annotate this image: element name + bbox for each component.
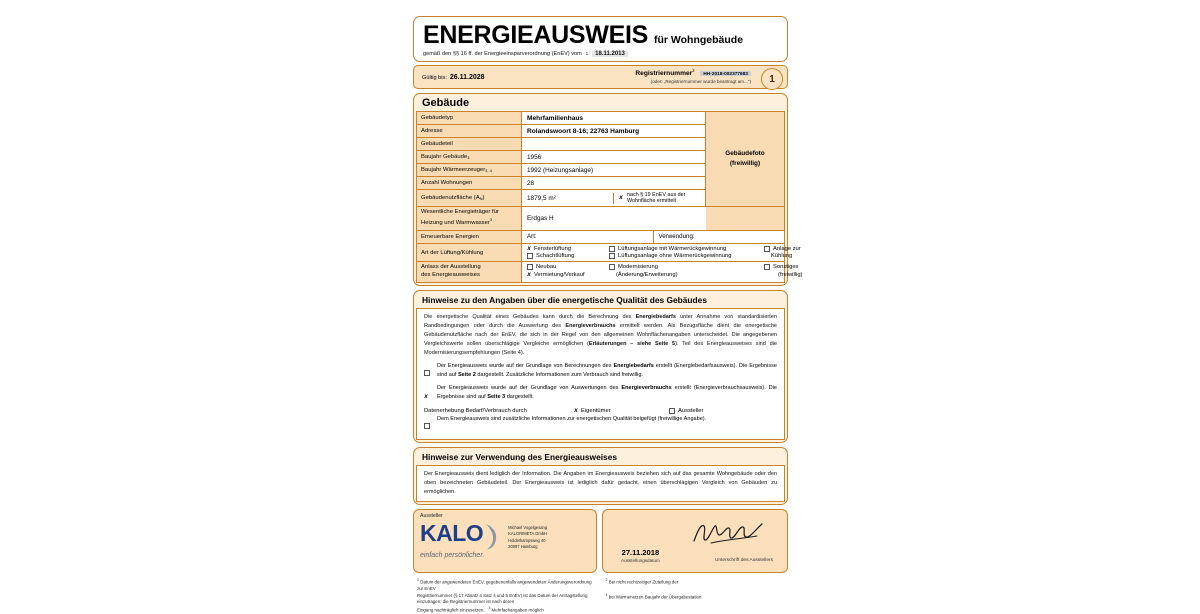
- checkbox-eigentuemer[interactable]: [574, 408, 669, 414]
- issuer-label: Aussteller: [420, 513, 443, 520]
- checkbox-schachtlueftung[interactable]: [527, 253, 609, 259]
- row-value: [522, 138, 705, 150]
- photo-label-line1: Gebäudefoto: [725, 149, 765, 157]
- checkbox-label: Eigentümer: [581, 408, 611, 415]
- issue-date-block: [621, 548, 660, 563]
- renewable-usage-field: Verwendung:: [653, 231, 785, 243]
- table-row-renewables: [417, 231, 784, 244]
- row-value: Rolandswoort 8-16; 22763 Hamburg: [522, 125, 705, 137]
- checkbox-vermietung-verkauf[interactable]: [527, 272, 609, 278]
- page-subtitle: für Wohngebäude: [654, 34, 744, 46]
- legal-footnote-marker: 1: [585, 51, 589, 56]
- issuer-address-line: 20097 Hamburg: [508, 543, 538, 549]
- issuer-address-line: Michael Vogelgesang: [508, 525, 548, 531]
- issue-date-value: 27.11.2018: [621, 548, 660, 558]
- checkbox-lueftung-ohne-wrg[interactable]: [609, 253, 764, 259]
- checkbox-label: Neubau: [536, 264, 557, 271]
- reason-line-2: [527, 272, 802, 278]
- checkbox-lueftung-mit-wrg[interactable]: [609, 246, 764, 252]
- checkbox-box: [527, 253, 533, 259]
- usage-notes-text: Der Energieausweis dient lediglich der Information. Die Angaben im Energieausweis beziehen sich auf das gesamte Wohngebäude oder den oben bezeichneten Gebäudeteil. Der Energieausweis ist lediglich dafür gedacht, einen überschlägigen Vergleich von Gebäuden zu ermöglichen.: [424, 471, 777, 496]
- issuer-address-line: Holderkampsweg 40: [508, 537, 546, 543]
- registration-alt-text: (oder: „Registriernummer wurde beantragt am..."): [650, 79, 751, 85]
- modernisierung-subtext: (Änderung/Erweiterung): [616, 271, 678, 278]
- checkbox-energieverbrauch[interactable]: x: [424, 394, 428, 401]
- checkbox-aussteller[interactable]: [669, 408, 703, 414]
- row-label: Art der Lüftung/Kühlung: [417, 244, 522, 262]
- footnote-item: $^4$ bei Wärmenetzen Baujahr der Übergabestation: [605, 592, 702, 600]
- checkbox-kuehlung[interactable]: [764, 246, 801, 252]
- quality-notes-heading: Hinweise zu den Angaben über die energetische Qualität des Gebäudes: [422, 295, 707, 306]
- reason-line-1: [527, 264, 802, 270]
- option-energiebedarf-text: Der Energieausweis wurde auf der Grundlage von Berechnungen des Energiebedarfs erstellt (Energiebedarfsausweis). Die Ergebnisse sind auf Seite 2 dargestellt. Zusätzliche Informationen zum Verbrauch sind freiwillig.: [437, 363, 777, 379]
- registration-label: Registriernummer: [635, 70, 693, 78]
- checkbox-label: Vermietung/Verkauf: [534, 271, 585, 278]
- signature-icon: [691, 520, 765, 546]
- checkbox-label: Lüftungsanlage mit Wärmerückgewinnung: [618, 245, 727, 252]
- checkbox-label: Schachtlüftung: [536, 253, 575, 260]
- kalo-wordmark: KALO: [420, 520, 484, 547]
- floor-area-note: [614, 190, 705, 206]
- title-line: [423, 23, 778, 48]
- table-row: [417, 138, 705, 151]
- row-label: Wesentliche Energieträger für Heizung und Warmwasser$^3$: [417, 207, 522, 230]
- registration-number-value: HH-2018-002377683: [700, 71, 751, 76]
- ventilation-line-1: [527, 246, 801, 252]
- checkbox-checked[interactable]: x: [619, 195, 623, 201]
- checkbox-kuehlung-line2: Kühlung: [771, 253, 793, 260]
- building-table: [416, 111, 803, 283]
- checkbox-fensterlueftung[interactable]: [527, 246, 609, 252]
- footnote-item: [606, 586, 785, 593]
- extra-info-row[interactable]: [417, 415, 784, 439]
- validity-label: Gültig bis:: [422, 74, 447, 81]
- checkbox-box: [764, 264, 770, 270]
- table-row-energy-carrier: [417, 206, 784, 231]
- floor-area-value: 1879,5 m²: [522, 193, 614, 204]
- registration-block: [635, 68, 751, 84]
- checkbox-modernisierung[interactable]: [609, 264, 764, 270]
- checkbox-box: [609, 246, 615, 252]
- building-section-heading: Gebäude: [422, 97, 470, 109]
- reason-options: [522, 262, 807, 282]
- enev-date-value: 18.11.2013: [592, 51, 628, 57]
- extra-info-text: Dem Energieausweis sind zusätzliche Informationen zur energetischen Qualität beigefügt (freiwillige Angabe).: [437, 416, 707, 423]
- row-label: Adresse: [417, 125, 522, 137]
- registration-label-row: [635, 68, 751, 77]
- checkbox-label: Sonstiges: [773, 264, 799, 271]
- row-label: Baujahr Wärmeerzeuger 3, 4: [417, 164, 522, 176]
- building-photo-placeholder: [705, 112, 784, 206]
- checkbox-box: [609, 253, 615, 259]
- checkbox-mark: x: [527, 271, 531, 278]
- signature-area: [603, 510, 787, 572]
- table-row: [417, 177, 705, 190]
- row-value: Erdgas H: [522, 207, 706, 230]
- row-value: [522, 190, 705, 206]
- row-value: 1992 (Heizungsanlage): [522, 164, 705, 176]
- renewable-type-field: Art:: [527, 233, 537, 241]
- checkbox-box: [669, 408, 675, 414]
- checkbox-neubau[interactable]: [527, 264, 609, 270]
- row-label: Anlass der Ausstellung des Energieausweises: [417, 262, 522, 282]
- table-row: [417, 125, 705, 138]
- footnote-item: Eingang nachträglich einzusetzen. $^3$ Mehrfachangaben möglich: [417, 606, 544, 613]
- building-rows-column: [417, 112, 705, 206]
- checkbox-mark: x: [574, 408, 578, 415]
- row-label: Baujahr Gebäude 3: [417, 151, 522, 163]
- registration-footnote-marker: 2: [692, 68, 695, 73]
- kalo-logo: [420, 522, 590, 550]
- checkbox-label: Fensterlüftung: [534, 245, 572, 252]
- row-value: 28: [522, 177, 705, 189]
- sonstiges-subtext: (freiwillig): [778, 271, 803, 278]
- checkbox-box: [527, 264, 533, 270]
- footnotes: [413, 576, 788, 614]
- checkbox-label: Anlage zur: [773, 245, 801, 252]
- option-energiebedarf[interactable]: [417, 362, 784, 384]
- energy-certificate-page: [413, 16, 803, 613]
- registration-strip: [413, 65, 788, 89]
- data-collection-label: Datenerhebung Bedarf/Verbrauch durch: [424, 408, 527, 415]
- row-label: Gebäudetyp: [417, 112, 522, 124]
- quality-notes-body: [416, 308, 785, 440]
- checkbox-label: Lüftungsanlage ohne Wärmerückgewinnung: [618, 253, 732, 260]
- validity-value: 26.11.2028: [449, 73, 485, 81]
- checkbox-sonstiges[interactable]: [764, 264, 802, 270]
- row-label: Erneuerbare Energien: [417, 231, 522, 243]
- checkbox-box: [609, 264, 615, 270]
- table-row: [417, 164, 705, 177]
- table-row-floor-area: [417, 190, 705, 206]
- table-row: [417, 151, 705, 164]
- row-label: Gebäudeteil: [417, 138, 522, 150]
- option-energieverbrauch-text: Der Energieausweis wurde auf der Grundlage von Auswertungen des Energieverbrauchs erstellt (Energieverbrauchsausweis). Die Ergebnisse sind auf Seite 3 dargestellt.: [437, 385, 778, 401]
- footnote-item: $^2$ Bei nicht rechtzeitiger Zuteilung der: [605, 578, 679, 585]
- footnote-item: $^1$ Datum der angewendeten EnEV, gegebenenfalls angewendeten Änderungsverordnung zur EnEV: [417, 578, 592, 592]
- checkbox-mark: x: [527, 245, 531, 252]
- row-label: Gebäudenutzfläche (A N ): [417, 190, 522, 206]
- row-label: Anzahl Wohnungen: [417, 177, 522, 189]
- issuer-address: [508, 525, 547, 550]
- legal-basis-line: [423, 51, 778, 57]
- option-energieverbrauch[interactable]: [417, 384, 784, 406]
- issuer-area: [413, 509, 788, 573]
- footnotes-left: [417, 578, 596, 614]
- building-section: [413, 93, 803, 286]
- checkbox-energiebedarf[interactable]: [424, 362, 432, 381]
- page-title: ENERGIEAUSWEIS: [423, 21, 648, 49]
- ventilation-line-2: [527, 253, 801, 259]
- footnote-item: Registriernummer (§ 17 Absatz 4 Satz 4 und 5 EnEV) ist das Datum der Antragstellung einzutragen; die Registriernummer ist nach deren: [417, 592, 588, 605]
- checkbox-label: Modernisierung: [618, 264, 658, 271]
- floor-area-note-text: nach § 19 EnEV aus der Wohnfläche ermittelt: [627, 192, 686, 204]
- row-value: Mehrfamilienhaus: [522, 112, 705, 124]
- building-table-layout: [417, 112, 784, 206]
- signature-caption: Unterschrift des Ausstellers: [714, 558, 773, 564]
- validity-block: [422, 74, 485, 81]
- footnotes-right: [606, 578, 785, 614]
- issuer-logo-box: [413, 509, 597, 573]
- row-value: 1956: [522, 151, 705, 163]
- legal-basis-text: gemäß den §§ 16 ff. der Energieeinsparverordnung (EnEV) vom: [423, 51, 582, 57]
- quality-notes-paragraph: Die energetische Qualität eines Gebäudes kann durch die Berechnung des Energiebedarfs unter Annahme von standardisierten Randbedingungen oder durch die Auswertung des Energieverbrauchs ermittelt werden. Als Bezugsfläche dient die energetische Gebäudenutzfläche nach der EnEV, die sich in der Regel von den allgemeinen Wohnflächenangaben unterscheidet. Die angegebenen Vergleichswerte sollen überschlägige Vergleiche ermöglichen (Erläuterungen – siehe Seite 5). Teil des Energieausweises sind die Modernisierungsempfehlungen (Seite 4).: [424, 314, 777, 357]
- checkbox-label: Aussteller: [678, 408, 704, 415]
- table-row: [417, 112, 705, 125]
- table-row-ventilation: [417, 244, 801, 263]
- page-number-badge: 1: [761, 68, 783, 90]
- usage-notes-section: [413, 447, 788, 505]
- quality-notes-section: [413, 290, 788, 443]
- kalo-swoosh-icon: [484, 523, 500, 550]
- usage-notes-body: [416, 465, 785, 502]
- usage-notes-heading: Hinweise zur Verwendung des Energieausweises: [422, 452, 618, 463]
- data-collection-row: [417, 406, 784, 415]
- certificate-title-box: [413, 16, 788, 62]
- issue-date-caption: Ausstellungsdatum: [621, 558, 660, 564]
- issuer-address-line: KALORIMETA GmbH: [508, 531, 547, 537]
- checkbox-extra-info[interactable]: [424, 415, 432, 434]
- photo-label-line2: (freiwillig): [729, 160, 761, 167]
- checkbox-box: [764, 246, 770, 252]
- kalo-slogan: einfach persönlicher.: [420, 552, 485, 560]
- table-row-reason: [417, 262, 803, 282]
- issuer-signature-box: [602, 509, 788, 573]
- ventilation-options: [522, 244, 806, 262]
